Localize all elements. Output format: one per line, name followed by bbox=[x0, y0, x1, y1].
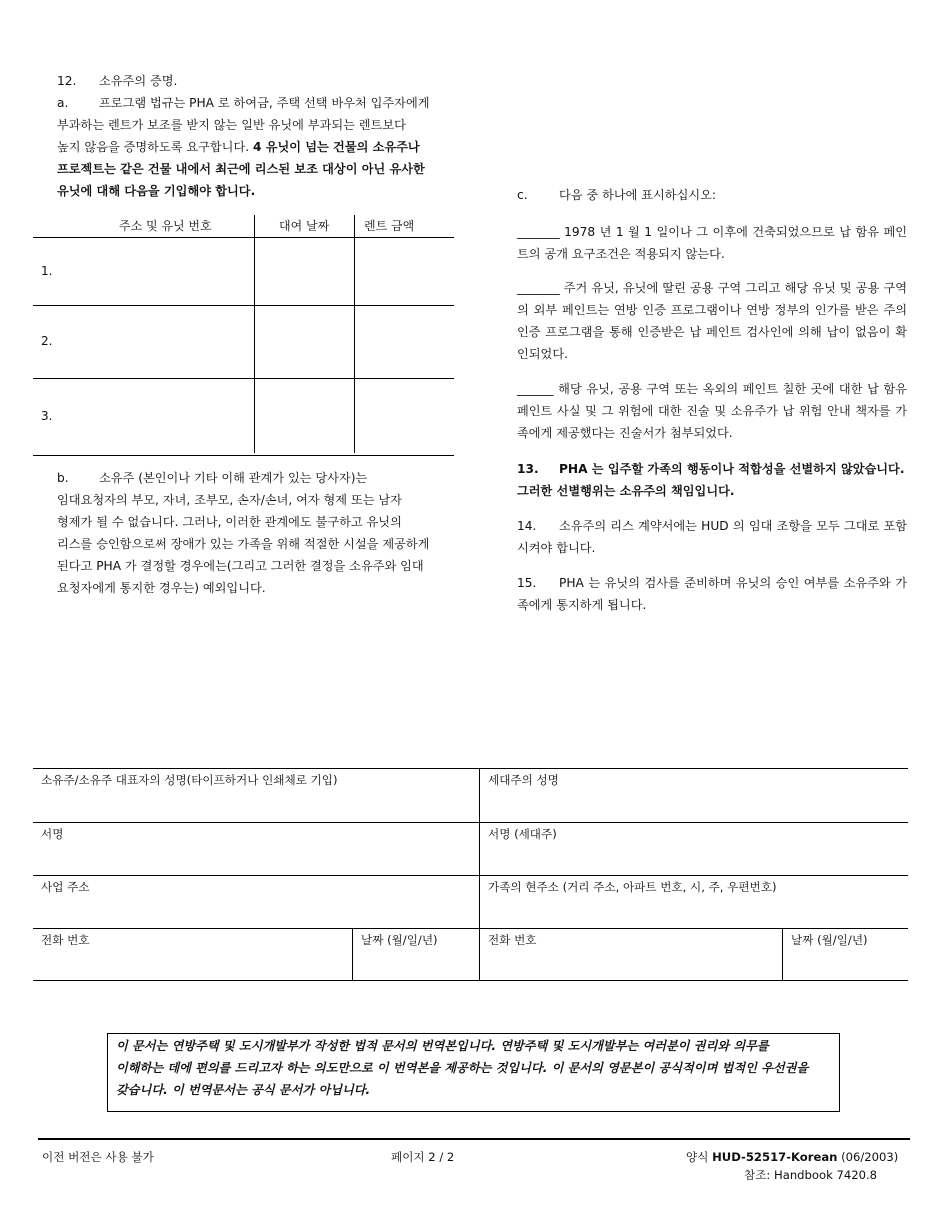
header-rent-date: 대여 날짜 bbox=[279, 219, 330, 233]
household-phone-field[interactable]: 전화 번호 bbox=[488, 933, 537, 947]
divider bbox=[33, 928, 908, 929]
form-number: 양식 HUD-52517-Korean (06/2003) bbox=[686, 1150, 899, 1164]
lead-paint-option-3[interactable]: ______ 해당 유닛, 공용 구역 또는 옥외의 페인트 칠한 곳에 대한 납 함유 페인트 사실 및 그 위험에 대한 진술 및 소유주가 납 위험 안내 책자를 가족에게 제공했다는 진술서가 첨부되었다. bbox=[517, 382, 907, 440]
section-12c-heading: c. 다음 중 하나에 표시하십시오: bbox=[517, 188, 717, 202]
section-12b-line2: 임대요청자의 부모, 자녀, 조부모, 손자/손녀, 여자 형제 또는 남자 bbox=[57, 493, 402, 507]
business-address-field[interactable]: 사업 주소 bbox=[41, 880, 90, 894]
lead-paint-option-1[interactable]: _______ 1978 년 1 월 1 일이나 그 이후에 건축되었으므로 납 함유 페인트의 공개 요구조건은 적용되지 않는다. bbox=[517, 225, 907, 261]
divider bbox=[352, 928, 353, 981]
section-12b bbox=[57, 467, 452, 599]
page-number: 페이지 2 / 2 bbox=[391, 1150, 455, 1164]
header-address: 주소 및 유닛 번호 bbox=[119, 219, 212, 233]
translation-disclaimer: 이 문서는 연방주택 및 도시개발부가 작성한 법적 문서의 번역본입니다. 연방주택 및 도시개발부는 여러분이 권리와 의무를 이해하는 데에 편의를 드리고자 하는 의도만으로 이 번역본을 제공하는 것입니다. 이 문서의 영문본이 공식적이며 법적인 우선권을 갖습니다. 이 번역문서는 공식 문서가 아닙니다. bbox=[107, 1033, 840, 1112]
section-12c bbox=[517, 184, 907, 206]
divider bbox=[33, 822, 908, 823]
section-12a-line1: a. 프로그램 법규는 PHA 로 하여금, 주택 선택 바우처 입주자에게 bbox=[57, 96, 430, 110]
table-header bbox=[33, 215, 454, 238]
household-date-field[interactable]: 날짜 (월/일/년) bbox=[791, 933, 868, 947]
section-14: 14. 소유주의 리스 계약서에는 HUD 의 임대 조항을 모두 그대로 포함시켜야 합니다. bbox=[517, 519, 907, 555]
section-12-heading: 12. 소유주의 증명. bbox=[57, 74, 178, 88]
section-12a-line4: 프로젝트는 같은 건물 내에서 최근에 리스된 보조 대상이 아닌 유사한 bbox=[57, 162, 425, 176]
divider bbox=[782, 928, 783, 981]
rental-comparison-table bbox=[33, 215, 454, 456]
family-address-field[interactable]: 가족의 현주소 (거리 주소, 아파트 번호, 시, 주, 우편번호) bbox=[488, 880, 777, 894]
table-divider bbox=[254, 215, 255, 453]
header-rent-amount: 렌트 금액 bbox=[364, 219, 415, 233]
section-12b-line3: 형제가 될 수 없습니다. 그러나, 이러한 관계에도 불구하고 유닛의 bbox=[57, 515, 402, 529]
table-row[interactable]: 1. bbox=[33, 238, 454, 306]
section-12b-line6: 요청자에게 통지한 경우는) 예외입니다. bbox=[57, 581, 266, 595]
section-12b-line5: 된다고 PHA 가 결정할 경우에는(그리고 그러한 결정을 소유주와 임대 bbox=[57, 559, 424, 573]
lead-paint-option-2[interactable]: _______ 주거 유닛, 유닛에 딸린 공용 구역 그리고 해당 유닛 및 공용 구역의 외부 페인트는 연방 인증 프로그램이나 연방 정부의 인가를 받은 주의 인증 프로그램을 통해 인증받은 납 페인트 검사인에 의해 납이 없음이 확인되었다. bbox=[517, 281, 907, 361]
table-divider bbox=[354, 215, 355, 453]
section-12 bbox=[57, 70, 445, 202]
owner-signature-field[interactable]: 서명 bbox=[41, 827, 64, 841]
footer-rule bbox=[38, 1138, 910, 1140]
household-head-name-field[interactable]: 세대주의 성명 bbox=[488, 773, 559, 787]
handbook-reference: 참조: Handbook 7420.8 bbox=[744, 1168, 878, 1182]
divider bbox=[33, 875, 908, 876]
section-12b-line1: b. 소유주 (본인이나 기타 이해 관계가 있는 당사자)는 bbox=[57, 471, 368, 485]
owner-phone-field[interactable]: 전화 번호 bbox=[41, 933, 90, 947]
section-12a-line5: 유닛에 대해 다음을 기입해야 합니다. bbox=[57, 184, 256, 198]
table-row[interactable]: 2. bbox=[33, 306, 454, 379]
section-12b-line4: 리스를 승인함으로써 장애가 있는 가족을 위해 적절한 시설을 제공하게 bbox=[57, 537, 430, 551]
section-12a-line2: 부과하는 렌트가 보조를 받지 않는 일반 유닛에 부과되는 렌트보다 bbox=[57, 118, 406, 132]
owner-date-field[interactable]: 날짜 (월/일/년) bbox=[361, 933, 438, 947]
prior-versions-note: 이전 버전은 사용 불가 bbox=[42, 1150, 154, 1164]
section-12a-line3: 높지 않음을 증명하도록 요구합니다. 4 유닛이 넘는 건물의 소유주나 bbox=[57, 140, 420, 154]
table-row[interactable]: 3. bbox=[33, 379, 454, 456]
owner-name-field[interactable]: 소유주/소유주 대표자의 성명(타이프하거나 인쇄체로 기입) bbox=[41, 773, 338, 787]
section-13: 13. PHA 는 입주할 가족의 행동이나 적합성을 선별하지 않았습니다. 그러한 선별행위는 소유주의 책임입니다. bbox=[517, 462, 905, 498]
signature-block bbox=[33, 768, 908, 981]
section-15: 15. PHA 는 유닛의 검사를 준비하며 유닛의 승인 여부를 소유주와 가족에게 통지하게 됩니다. bbox=[517, 576, 907, 612]
household-signature-field[interactable]: 서명 (세대주) bbox=[488, 827, 557, 841]
divider bbox=[33, 980, 908, 981]
divider bbox=[479, 769, 480, 981]
